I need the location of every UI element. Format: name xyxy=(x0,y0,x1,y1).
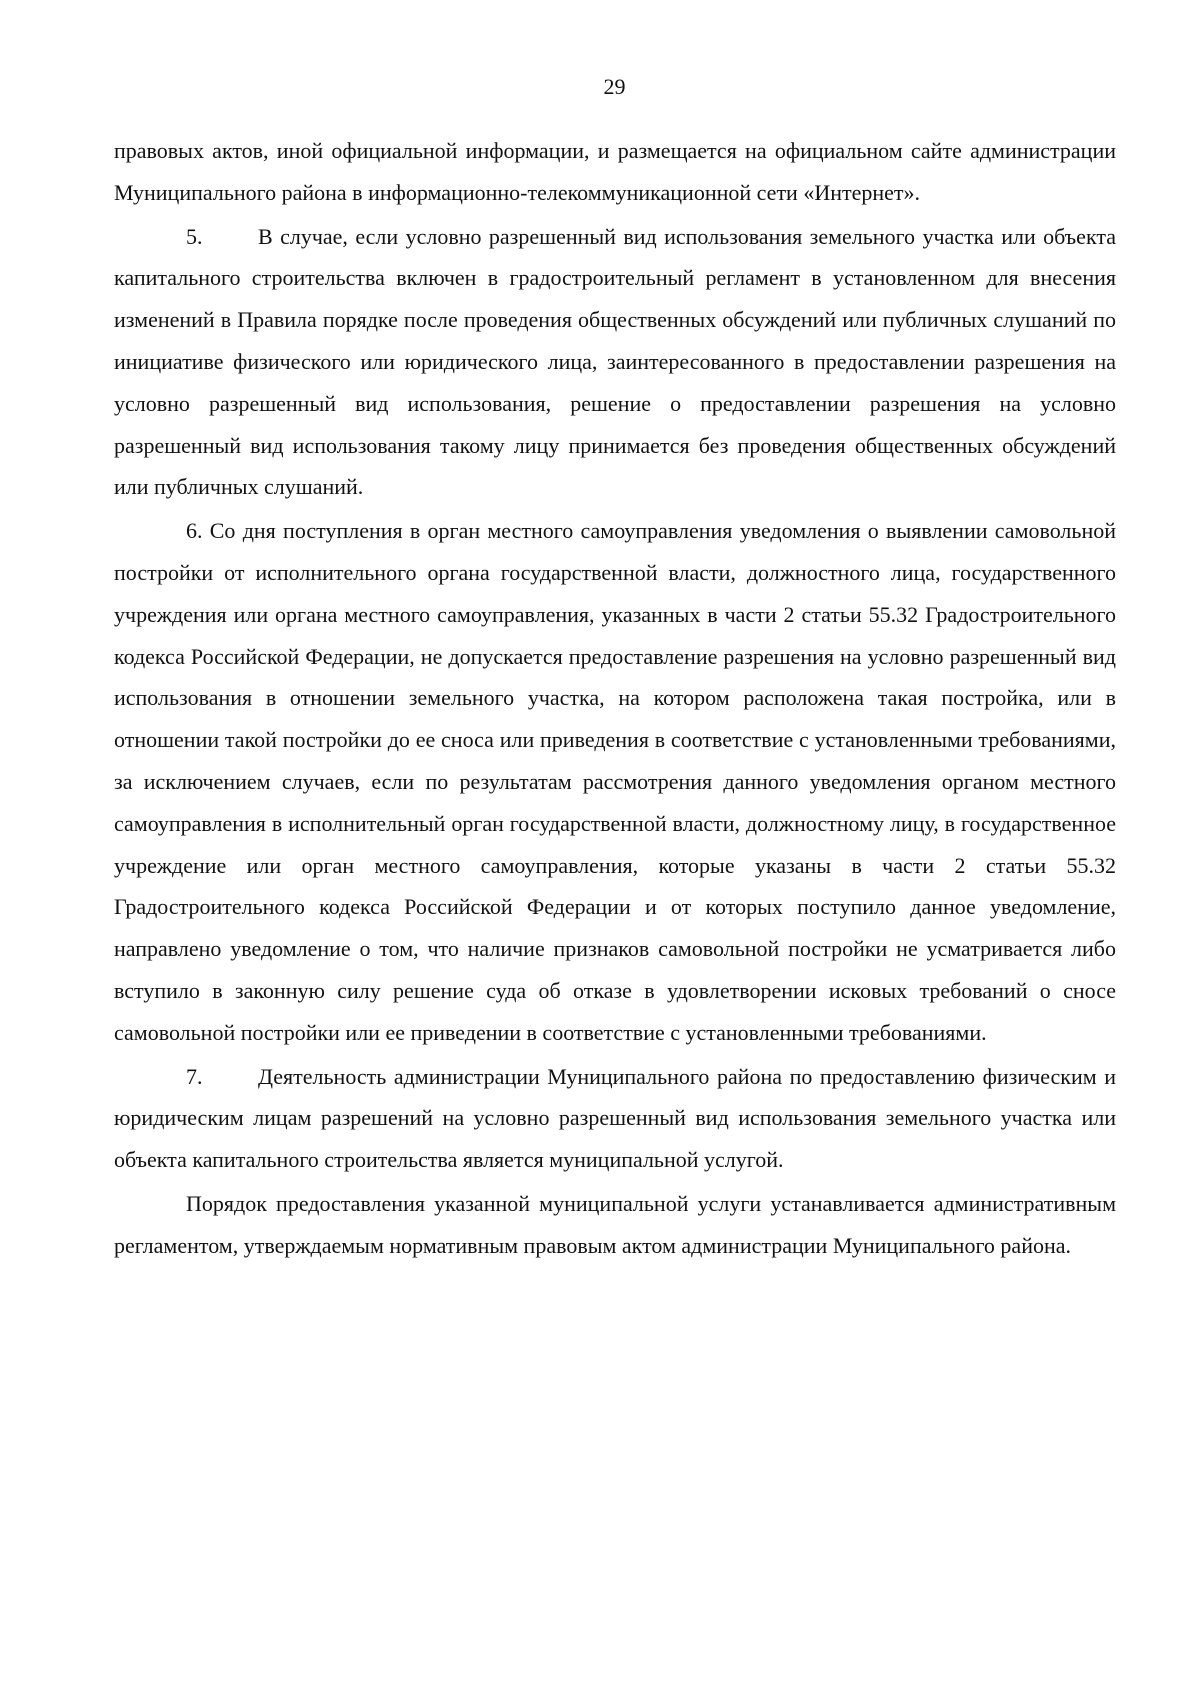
paragraph-text: Деятельность администрации Муниципального района по предоставлению физическим и юридическим лицам разрешений на условно разрешенный вид использования земельного участка или объекта капитального строительства является муниципальной услугой. xyxy=(114,1063,1116,1173)
paragraph-item-5 xyxy=(114,216,1116,509)
paragraph-continuation: правовых актов, иной официальной информации, и размещается на официальном сайте администрации Муниципального района в информационно-телекоммуникационной сети «Интернет». xyxy=(114,138,1116,205)
page-number: 29 xyxy=(603,74,626,99)
paragraph-text: В случае, если условно разрешенный вид использования земельного участка или объекта капитального строительства включен в градостроительный регламент в установленном для внесения изменений в Правила порядке после проведения общественных обсуждений или публичных слушаний по инициативе физического или юридического лица, заинтересованного в предоставлении разрешения на условно разрешенный вид использования, решение о предоставлении разрешения на условно разрешенный вид использования такому лицу принимается без проведения общественных обсуждений или публичных слушаний. xyxy=(114,223,1116,500)
item-number: 7. xyxy=(186,1063,203,1089)
paragraph-item-6: 6. Со дня поступления в орган местного самоуправления уведомления о выявлении самовольной постройки от исполнительного органа государственной власти, должностного лица, государственного учреждения или органа местного самоуправления, указанных в части 2 статьи 55.32 Градостроительного кодекса Российской Федерации, не допускается предоставление разрешения на условно разрешенный вид использования в отношении земельного участка, на котором расположена такая постройка, или в отношении такой постройки до ее сноса или приведения в соответствие с установленными требованиями, за исключением случаев, если по результатам рассмотрения данного уведомления органом местного самоуправления в исполнительный орган государственной власти, должностному лицу, в государственное учреждение или орган местного самоуправления, которые указаны в части 2 статьи 55.32 Градостроительного кодекса Российской Федерации и от которых поступило данное уведомление, направлено уведомление о том, что наличие признаков самовольной постройки не усматривается либо вступило в законную силу решение суда об отказе в удовлетворении исковых требований о сносе самовольной постройки или ее приведении в соответствие с установленными требованиями. xyxy=(114,518,1116,1045)
paragraph-procedure: Порядок предоставления указанной муниципальной услуги устанавливается административным регламентом, утверждаемым нормативным правовым актом администрации Муниципального района. xyxy=(114,1190,1116,1258)
paragraph-item-7 xyxy=(114,1056,1116,1181)
document-body xyxy=(114,130,1116,1267)
item-number: 5. xyxy=(186,223,203,249)
